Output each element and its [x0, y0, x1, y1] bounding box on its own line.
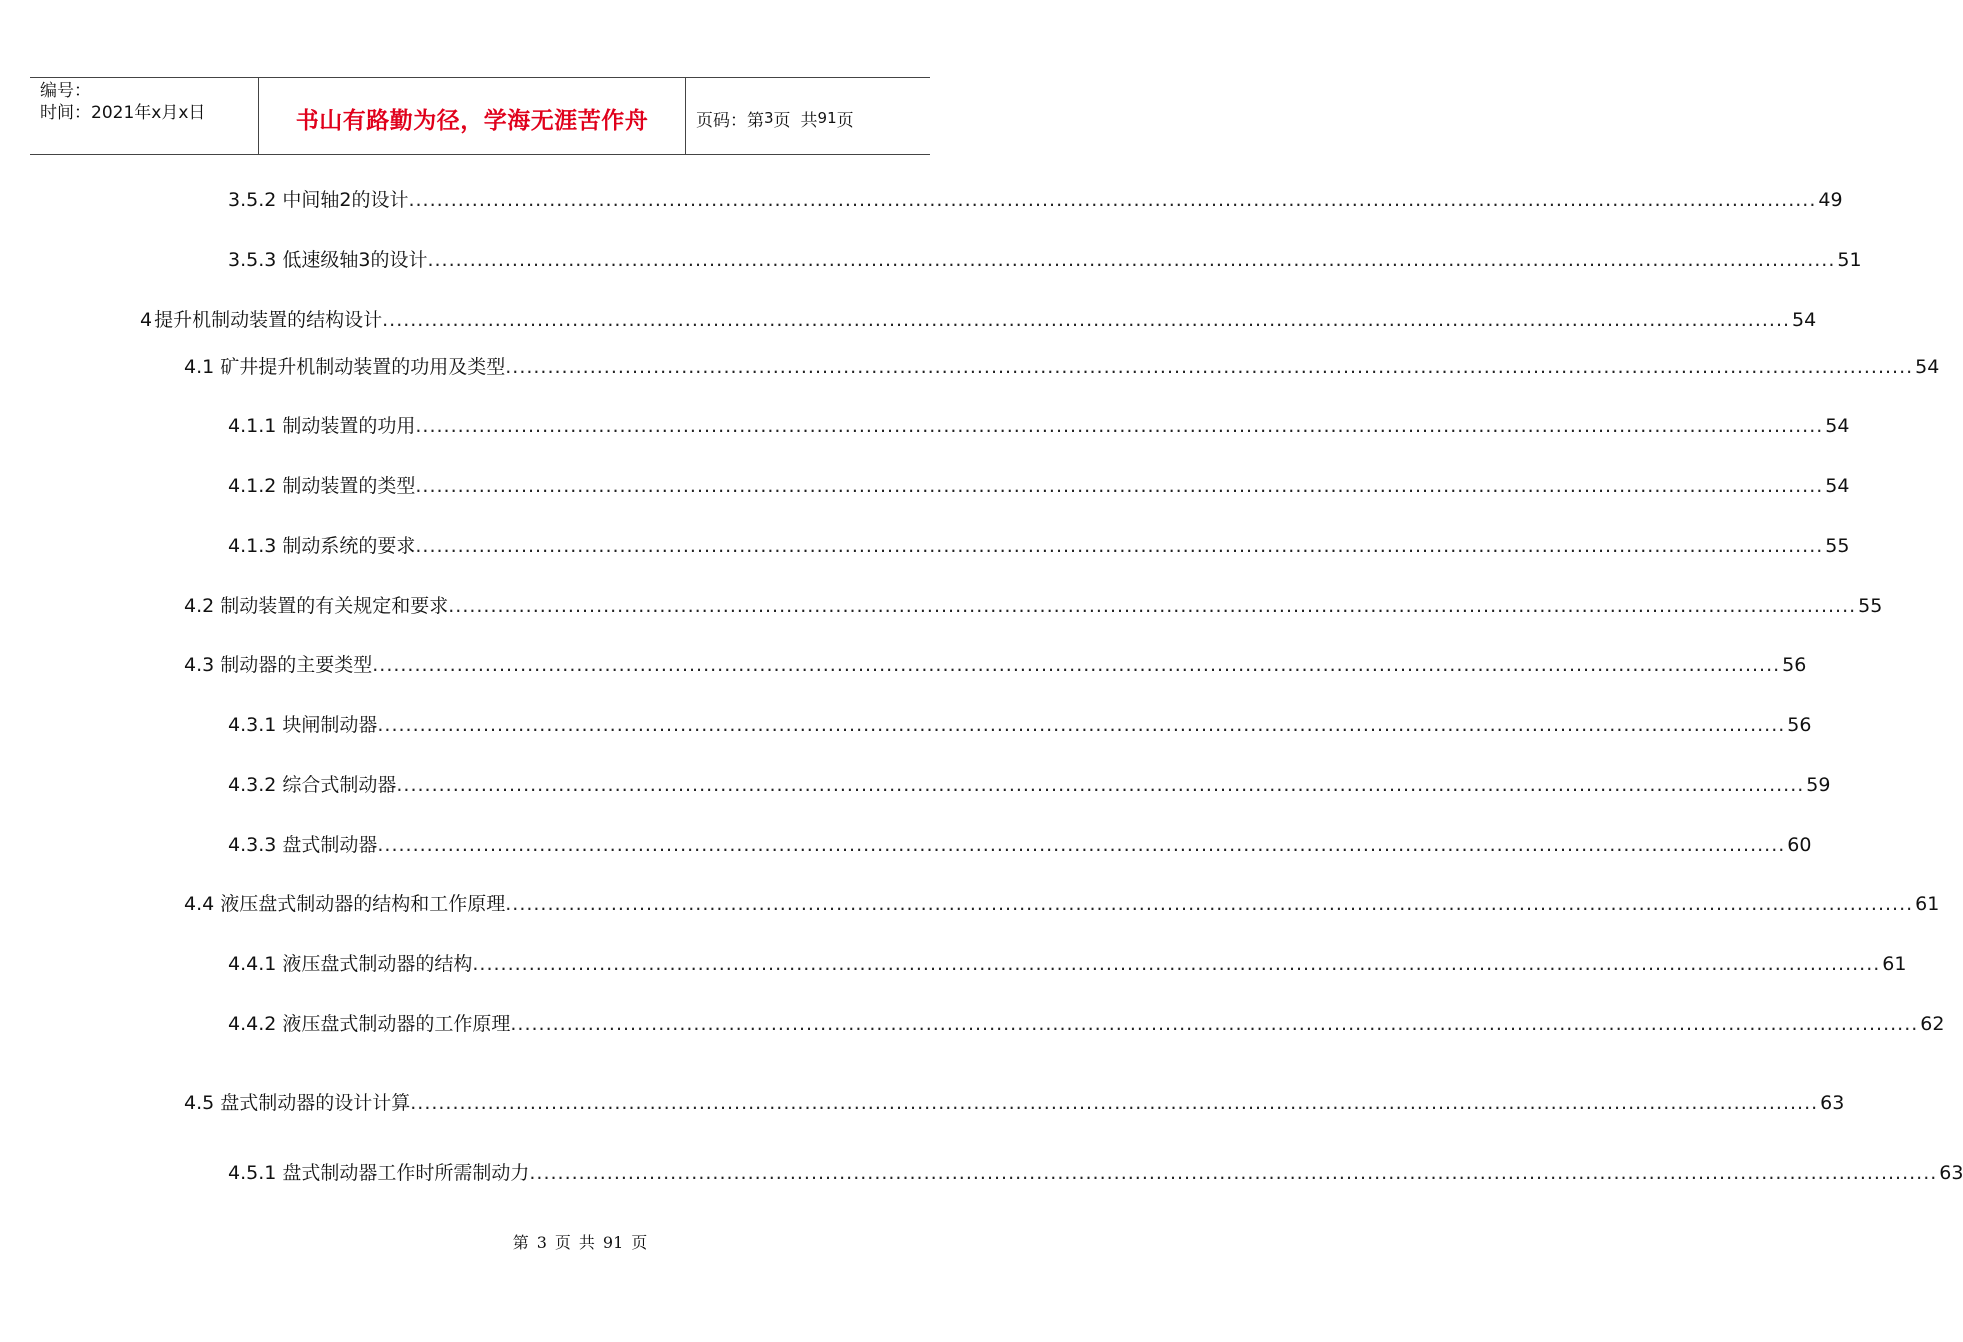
header-page-cell	[686, 78, 930, 154]
header-page-label: 页码：第	[696, 110, 764, 131]
header-page-unit: 页	[773, 110, 791, 131]
header-total-label: 共	[800, 110, 818, 131]
toc-entry[interactable]	[228, 413, 1850, 439]
footer-page-current: 3	[536, 1233, 547, 1252]
toc-dot-leader: ........................................................................................................................................................................................................	[396, 774, 1805, 796]
header-page-current: 3	[764, 109, 774, 127]
toc-dot-leader: ........................................................................................................................................................................................................	[377, 714, 1786, 736]
toc-entry-title: 液压盘式制动器的结构和工作原理	[220, 893, 506, 915]
toc-entry-title: 盘式制动器	[282, 834, 378, 856]
header-motto-cell	[259, 78, 686, 154]
toc-dot-leader: ........................................................................................................................................................................................................	[408, 189, 1817, 211]
footer-page-unit: 页	[554, 1233, 571, 1252]
toc-entry-title: 制动装置的类型	[282, 475, 416, 497]
toc-dot-leader: ........................................................................................................................................................................................................	[510, 1013, 1919, 1035]
header-motto: 书山有路勤为径，学海无涯苦作舟	[295, 106, 649, 134]
footer-page-total: 91	[602, 1233, 624, 1252]
toc-entry-title: 盘式制动器工作时所需制动力	[282, 1162, 530, 1184]
toc-entry[interactable]	[228, 1011, 1945, 1037]
toc-dot-leader: ........................................................................................................................................................................................................	[472, 953, 1881, 975]
footer-prefix: 第	[512, 1233, 529, 1252]
toc-entry-title: 中间轴2的设计	[282, 189, 409, 211]
toc-entry-number: 4.1.2	[228, 475, 277, 497]
document-date-label: 时间：2021年x月x日	[40, 103, 206, 123]
toc-entry-title: 综合式制动器	[282, 774, 397, 796]
toc-entry-number: 3.5.2	[228, 189, 277, 211]
toc-dot-leader: ........................................................................................................................................................................................................	[505, 893, 1914, 915]
toc-dot-leader: ........................................................................................................................................................................................................	[448, 595, 1857, 617]
header-total-unit: 页	[836, 110, 854, 131]
toc-entry-title: 矿井提升机制动装置的功用及类型	[220, 356, 506, 378]
page-footer	[0, 1230, 950, 1253]
toc-entry-page: 59	[1806, 774, 1831, 796]
toc-entry-number: 4.1.3	[228, 535, 277, 557]
toc-entry-number: 4.4	[184, 893, 215, 915]
toc-dot-leader: ........................................................................................................................................................................................................	[372, 654, 1781, 676]
toc-entry-title: 液压盘式制动器的结构	[282, 953, 473, 975]
toc-entry[interactable]	[228, 533, 1850, 559]
toc-entry-title: 制动装置的功用	[282, 415, 416, 437]
toc-dot-leader: ........................................................................................................................................................................................................	[505, 356, 1914, 378]
toc-dot-leader: ........................................................................................................................................................................................................	[427, 249, 1836, 271]
toc-entry-number: 3.5.3	[228, 249, 277, 271]
toc-entry-title: 盘式制动器的设计计算	[220, 1092, 411, 1114]
toc-entry-page: 60	[1787, 834, 1812, 856]
header-meta-cell	[30, 78, 259, 154]
toc-entry[interactable]	[184, 652, 1807, 678]
footer-total-label: 共	[578, 1233, 595, 1252]
toc-entry[interactable]	[184, 1090, 1845, 1116]
toc-entry[interactable]	[228, 832, 1812, 858]
toc-entry-number: 4	[140, 309, 153, 331]
toc-entry-number: 4.5.1	[228, 1162, 277, 1184]
toc-entry[interactable]	[228, 473, 1850, 499]
toc-dot-leader: ........................................................................................................................................................................................................	[382, 309, 1791, 331]
toc-entry-title: 制动装置的有关规定和要求	[220, 595, 449, 617]
header-page-total: 91	[817, 109, 837, 127]
toc-entry-number: 4.2	[184, 595, 215, 617]
toc-entry-number: 4.4.2	[228, 1013, 277, 1035]
toc-entry-title: 制动系统的要求	[282, 535, 416, 557]
toc-entry[interactable]	[228, 1160, 1963, 1186]
toc-entry-page: 54	[1825, 475, 1850, 497]
toc-entry[interactable]	[228, 187, 1843, 213]
toc-entry-page: 54	[1825, 415, 1850, 437]
toc-entry-page: 61	[1915, 893, 1940, 915]
page-header	[30, 77, 930, 155]
toc-entry-number: 4.3.3	[228, 834, 277, 856]
footer-total-unit: 页	[631, 1233, 648, 1252]
toc-dot-leader: ........................................................................................................................................................................................................	[529, 1162, 1938, 1184]
toc-entry-title: 提升机制动装置的结构设计	[154, 309, 383, 331]
toc-entry[interactable]	[140, 307, 1817, 333]
toc-entry-page: 56	[1787, 714, 1812, 736]
toc-dot-leader: ........................................................................................................................................................................................................	[415, 535, 1824, 557]
toc-entry-number: 4.3.2	[228, 774, 277, 796]
toc-entry[interactable]	[228, 772, 1831, 798]
toc-dot-leader: ........................................................................................................................................................................................................	[415, 415, 1824, 437]
toc-entry[interactable]	[184, 354, 1940, 380]
toc-entry[interactable]	[184, 593, 1883, 619]
toc-entry-page: 63	[1820, 1092, 1845, 1114]
toc-entry-page: 51	[1837, 249, 1862, 271]
toc-entry-page: 62	[1920, 1013, 1945, 1035]
toc-entry[interactable]	[228, 712, 1812, 738]
toc-entry-title: 液压盘式制动器的工作原理	[282, 1013, 511, 1035]
toc-entry-number: 4.1.1	[228, 415, 277, 437]
toc-dot-leader: ........................................................................................................................................................................................................	[377, 834, 1786, 856]
toc-entry-number: 4.1	[184, 356, 215, 378]
toc-entry[interactable]	[228, 951, 1907, 977]
toc-entry-number: 4.3.1	[228, 714, 277, 736]
toc-entry-page: 63	[1939, 1162, 1963, 1184]
toc-entry[interactable]	[228, 247, 1862, 273]
document-code-label: 编号：	[40, 81, 91, 101]
toc-entry-page: 55	[1825, 535, 1850, 557]
toc-dot-leader: ........................................................................................................................................................................................................	[415, 475, 1824, 497]
toc-entry-title: 低速级轴3的设计	[282, 249, 428, 271]
toc-entry-title: 制动器的主要类型	[220, 654, 373, 676]
toc-entry-page: 54	[1915, 356, 1940, 378]
toc-entry-number: 4.5	[184, 1092, 215, 1114]
toc-entry-page: 61	[1882, 953, 1907, 975]
toc-entry-page: 55	[1858, 595, 1883, 617]
toc-entry[interactable]	[184, 891, 1940, 917]
toc-entry-page: 49	[1818, 189, 1843, 211]
toc-entry-page: 56	[1782, 654, 1807, 676]
toc-dot-leader: ........................................................................................................................................................................................................	[410, 1092, 1819, 1114]
toc-entry-title: 块闸制动器	[282, 714, 378, 736]
toc-entry-page: 54	[1792, 309, 1817, 331]
toc-entry-number: 4.4.1	[228, 953, 277, 975]
toc-entry-number: 4.3	[184, 654, 215, 676]
